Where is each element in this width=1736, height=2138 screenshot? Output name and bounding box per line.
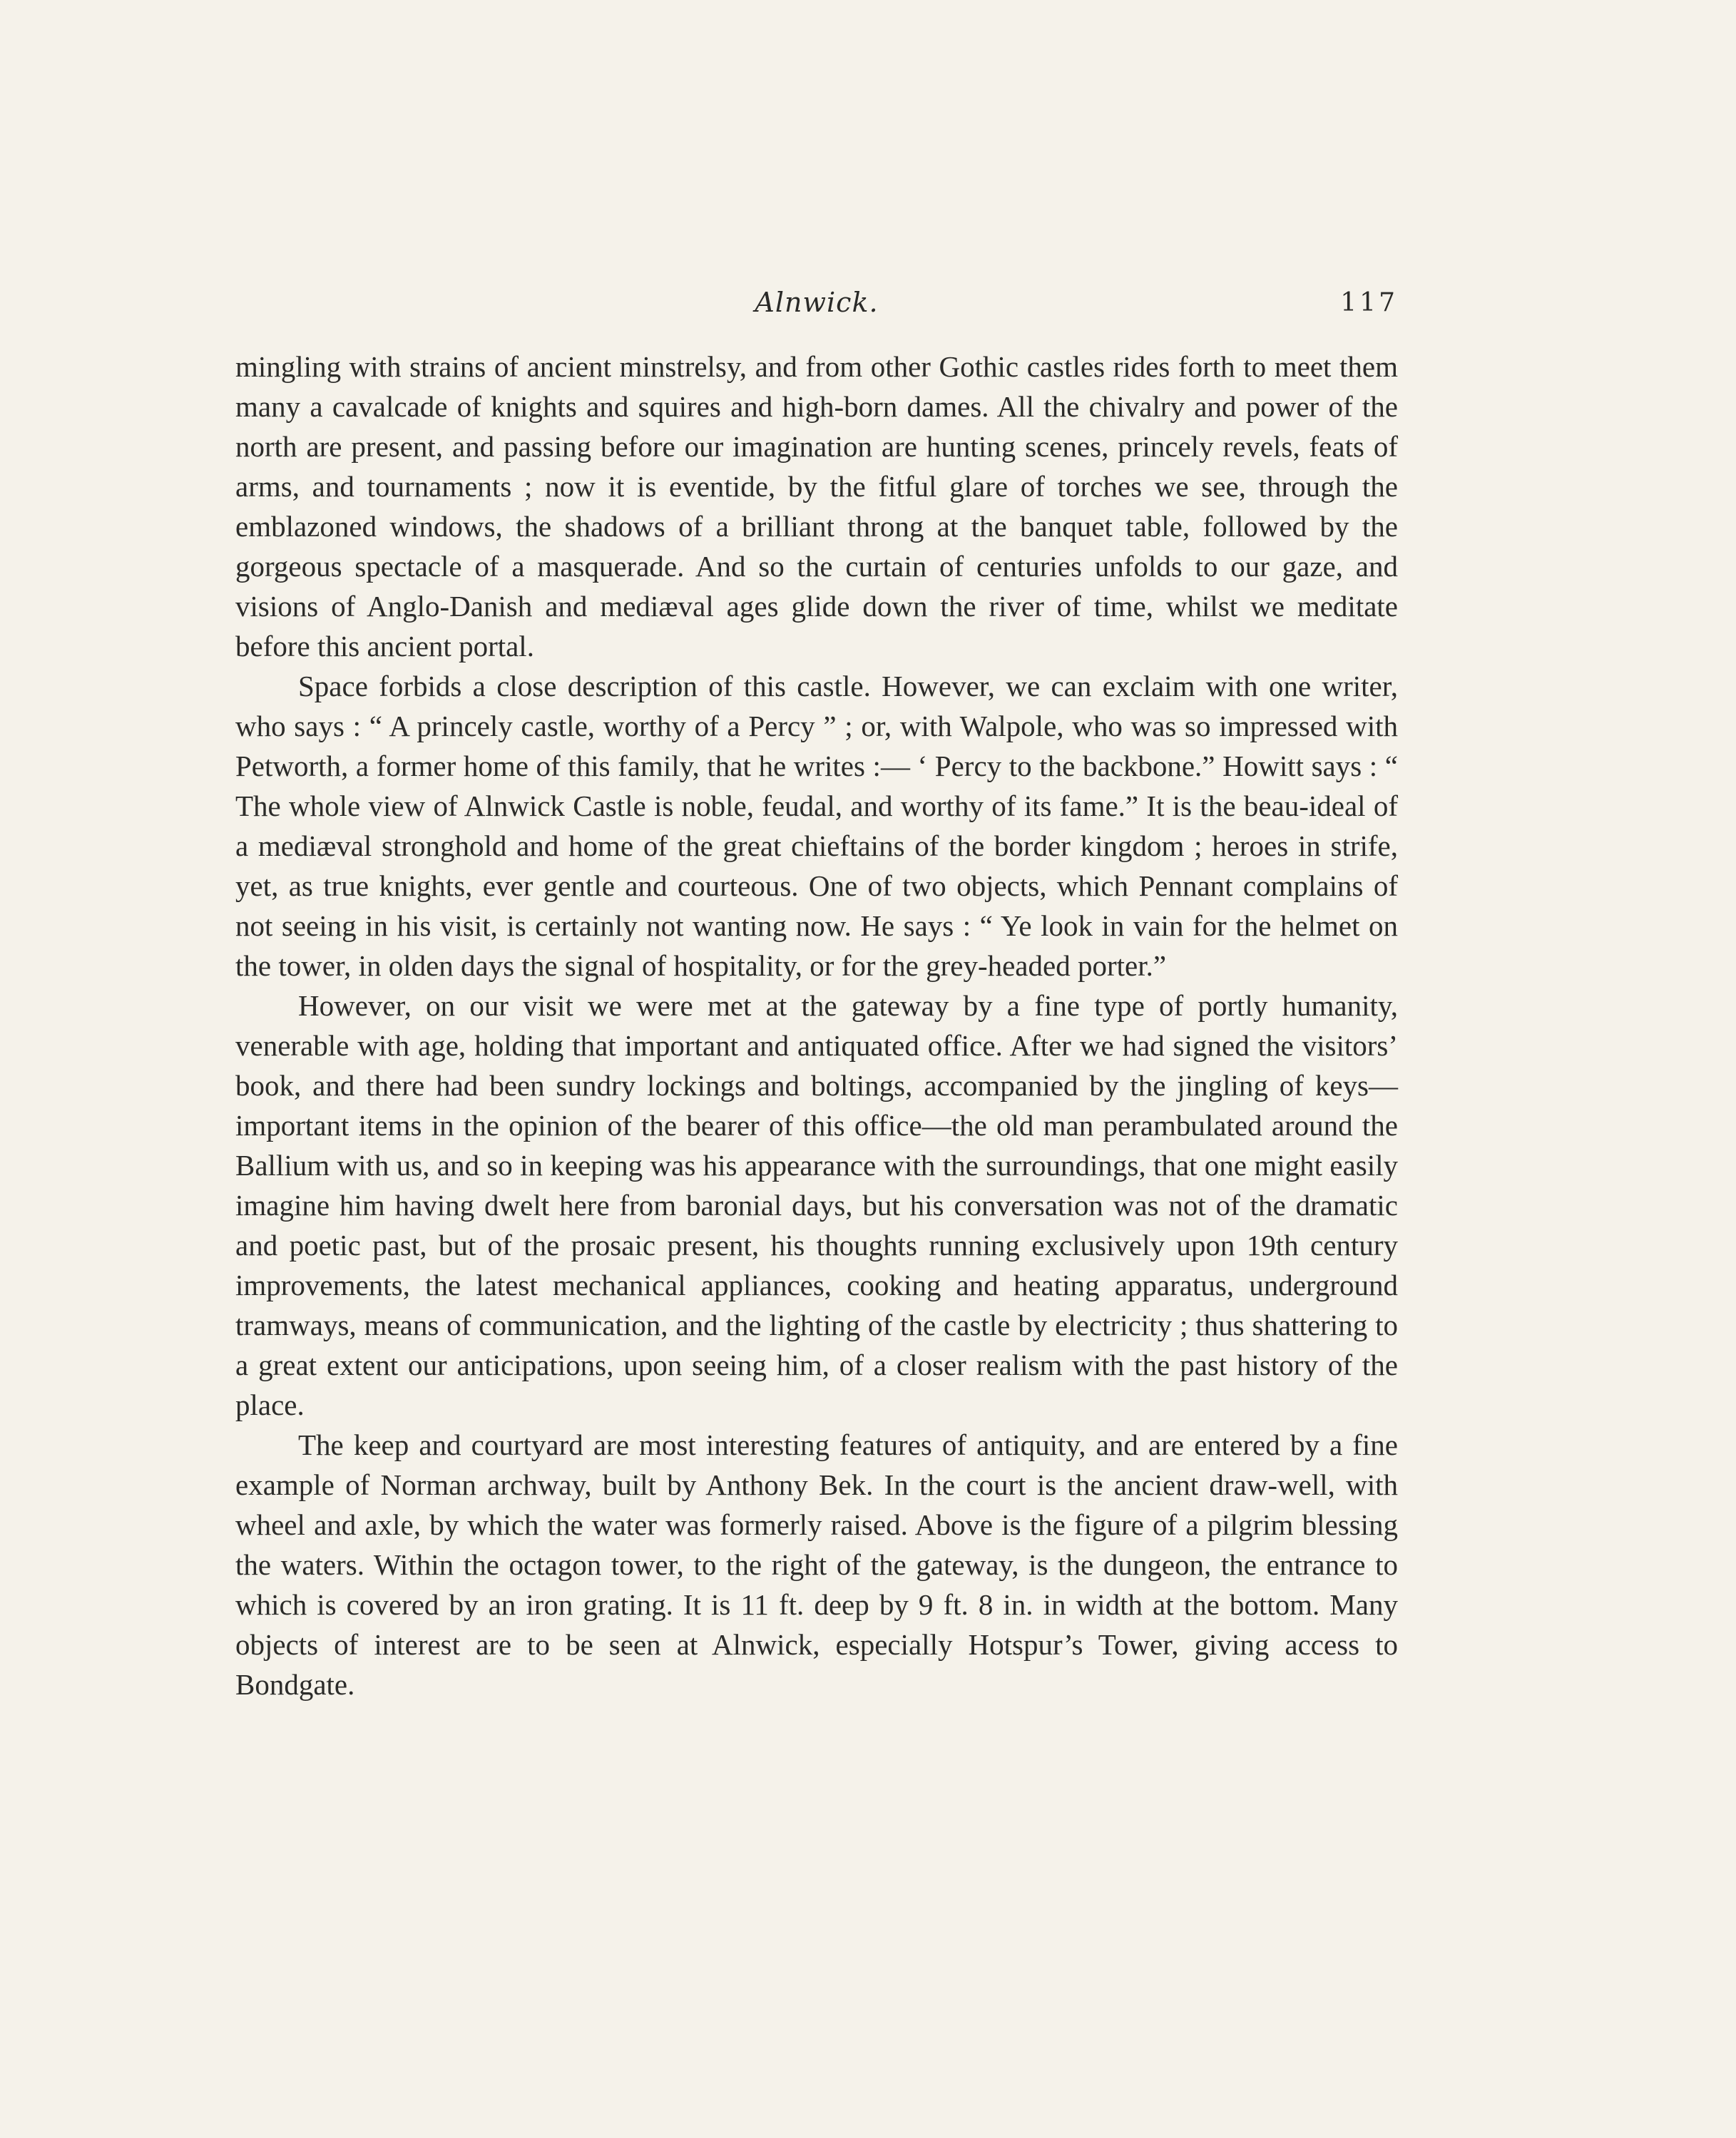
paragraph-1: mingling with strains of ancient minstrelsy, and from other Gothic castles rides forth to meet them many a cavalcade of knights and squires and high-born dames. All the chivalry and power of the north are present, and passing before our imagination are hunting scenes, princely revels, feats of arms, and tournaments ; now it is eventide, by the fitful glare of torches we see, through the emblazoned windows, the shadows of a brilliant throng at the banquet table, followed by the gorgeous spectacle of a masquerade. And so the curtain of centuries unfolds to our gaze, and visions of Anglo-Danish and mediæval ages glide down the river of time, whilst we meditate before this ancient portal. <box>235 350 1398 663</box>
paragraph-3: However, on our visit we were met at the gateway by a fine type of portly humanity, venerable with age, holding that important and antiquated office. After we had signed the visitors’ book, and there had been sundry lockings and boltings, accompanied by the jingling of keys—important items in the opinion of the bearer of this office—the old man perambulated around the Ballium with us, and so in keeping was his appearance with the surroundings, that one might easily imagine him having dwelt here from baronial days, but his conversation was not of the dramatic and poetic past, but of the prosaic present, his thoughts running exclusively upon 19th century improvements, the latest mechanical appliances, cooking and heating apparatus, underground tramways, means of communication, and the lighting of the castle by electricity ; thus shattering to a great extent our anticipations, upon seeing him, of a closer realism with the past history of the place. <box>235 989 1398 1421</box>
paragraph-4: The keep and courtyard are most interesting features of antiquity, and are entered by a fine example of Norman archway, built by Anthony Bek. In the court is the ancient draw-well, with wheel and axle, by which the water was formerly raised. Above is the figure of a pilgrim blessing the waters. Within the octagon tower, to the right of the gateway, is the dungeon, the entrance to which is covered by an iron grating. It is 11 ft. deep by 9 ft. 8 in. in width at the bottom. Many objects of interest are to be seen at Alnwick, especially Hotspur’s Tower, giving access to Bondgate. <box>235 1428 1398 1701</box>
running-title: Alnwick. <box>755 287 879 318</box>
paragraph-2: Space forbids a close description of this castle. However, we can exclaim with one writer, who says : “ A princely castle, worthy of a Percy ” ; or, with Walpole, who was so impressed with Petworth, a former home of this family, that he writes :— ‘ Percy to the backbone.” Howitt says : “ The whole view of Alnwick Castle is noble, feudal, and worthy of its fame.” It is the beau-ideal of a mediæval stronghold and home of the great chieftains of the border kingdom ; heroes in strife, yet, as true knights, ever gentle and courteous. One of two objects, which Pennant complains of not seeing in his visit, is certainly not wanting now. He says : “ Ye look in vain for the helmet on the tower, in olden days the signal of hospitality, or for the grey-headed porter.” <box>235 670 1398 982</box>
body-text <box>235 347 1398 1704</box>
page-header <box>235 287 1398 329</box>
page-number: 117 <box>1340 288 1398 317</box>
